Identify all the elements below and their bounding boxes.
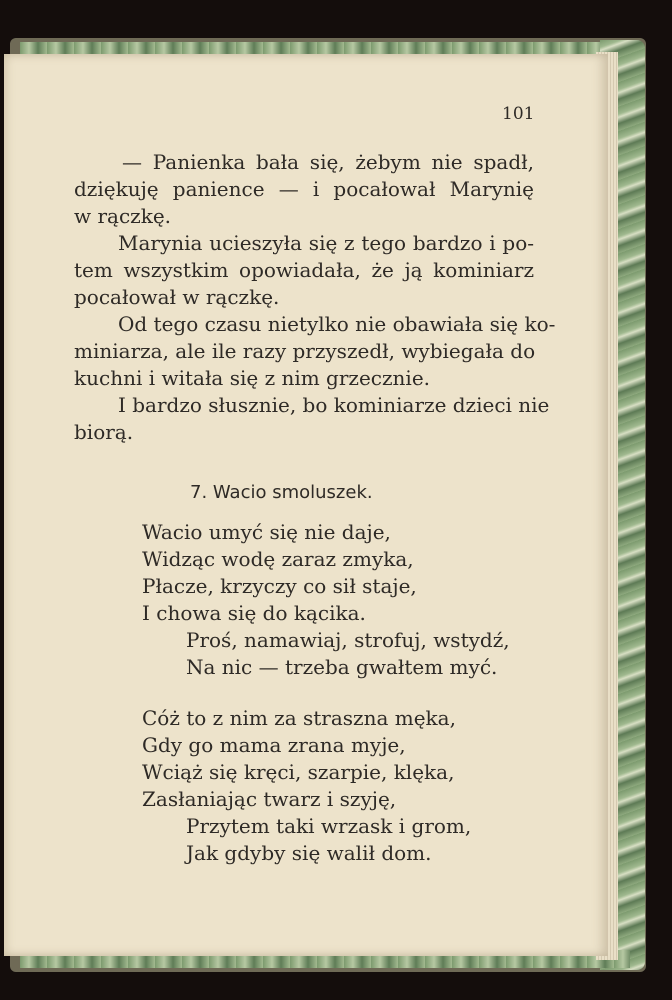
poem-line: Widząc wodę zaraz zmyka, xyxy=(142,547,414,571)
poem-line: Wacio umyć się nie daje, xyxy=(142,520,391,544)
prose-line: tem wszystkim opowiadała, że ją kominiarz xyxy=(74,258,534,282)
prose-line: — Panienka bała się, żebym nie spadł, xyxy=(122,150,534,174)
prose-line: Marynia ucieszyła się z tego bardzo i po- xyxy=(118,231,534,255)
poem-line: Płacze, krzyczy co sił staje, xyxy=(142,574,417,598)
prose-line: kuchni i witała się z nim grzecznie. xyxy=(74,366,431,390)
poem-line: Przytem taki wrzask i grom, xyxy=(186,814,472,838)
poem-line: Proś, namawiaj, strofuj, wstydź, xyxy=(186,628,510,652)
prose-line: miniarza, ale ile razy przyszedł, wybiegała do xyxy=(74,339,536,363)
poem-line: Zasłaniając twarz i szyję, xyxy=(142,787,397,811)
prose-line: dziękuję panience — i pocałował Marynię xyxy=(74,177,534,201)
poem-line: Jak gdyby się walił dom. xyxy=(186,841,432,865)
prose-line: Od tego czasu nietylko nie obawiała się ko- xyxy=(118,312,556,336)
poem-line: I chowa się do kącika. xyxy=(142,601,366,625)
poem-line: Cóż to z nim za straszna męka, xyxy=(142,706,456,730)
prose-line: w rączkę. xyxy=(74,204,172,228)
page-number: 101 xyxy=(502,104,535,124)
poem-line: Na nic — trzeba gwałtem myć. xyxy=(186,655,498,679)
prose-line: biorą. xyxy=(74,420,134,444)
book-page xyxy=(4,54,608,956)
prose-line: I bardzo słusznie, bo kominiarze dzieci nie xyxy=(118,393,550,417)
poem-line: Wciąż się kręci, szarpie, klęka, xyxy=(142,760,455,784)
poem-line: Gdy go mama zrana myje, xyxy=(142,733,406,757)
poem-title: 7. Wacio smoluszek. xyxy=(190,482,373,503)
prose-line: pocałował w rączkę. xyxy=(74,285,280,309)
